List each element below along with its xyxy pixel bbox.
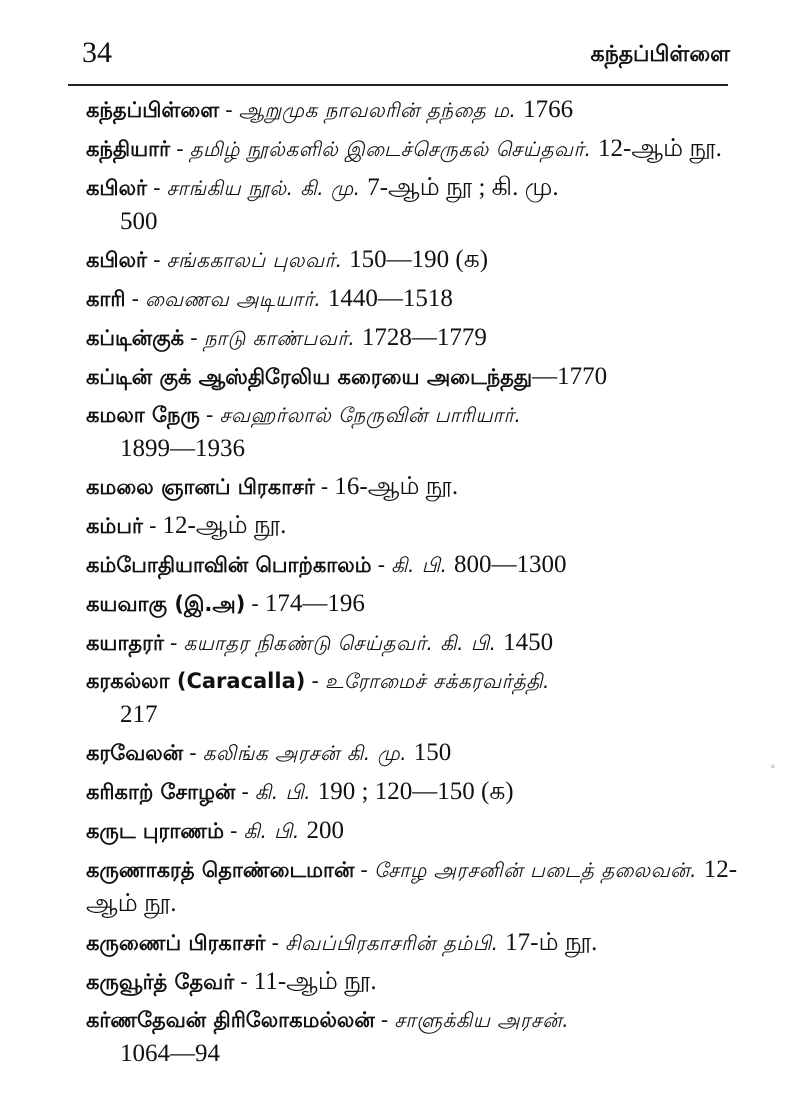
- entry: [86, 470, 746, 504]
- entry: [86, 853, 746, 921]
- header-rule: [68, 84, 728, 86]
- print-speck: ◦: [770, 762, 776, 773]
- entry-term: கரகல்லா (Caracalla): [86, 669, 306, 693]
- entry-continuation: 1064—94: [120, 1040, 220, 1067]
- entry-term: காரி: [86, 287, 126, 311]
- entry-separator: -: [271, 931, 280, 955]
- entry-separator: -: [148, 514, 157, 538]
- entry-continuation: 1899—1936: [120, 435, 245, 462]
- entry-date: 12-ஆம் நூ.: [86, 856, 738, 917]
- entry-separator: -: [380, 1008, 389, 1032]
- entry: [86, 93, 746, 127]
- entry-term: கந்தப்பிள்ளை: [86, 98, 220, 122]
- entry-date: 1728—1779: [361, 324, 487, 351]
- entry: [86, 965, 746, 999]
- entry-term: கயவாகு (இ.அ): [86, 592, 246, 616]
- entry-term: கருணாகரத் தொண்டைமான்: [86, 858, 355, 882]
- entry-term: கந்தியார்: [86, 137, 171, 161]
- entry: [86, 587, 746, 621]
- entry-separator: -: [153, 176, 161, 200]
- entry: [86, 736, 746, 770]
- entry-date: 12-ஆம் நூ.: [162, 512, 287, 539]
- entry-term: கரவேலன்: [86, 741, 184, 765]
- entry-separator: -: [169, 631, 178, 655]
- entry-description: சோழ அரசனின் படைத் தலைவன்.: [373, 858, 698, 882]
- entry-description: கி. பி.: [243, 819, 300, 843]
- entry: [86, 548, 746, 582]
- entry-separator: -: [153, 248, 161, 272]
- entry-date: 190 ; 120—150 (க): [317, 778, 514, 805]
- entry-term: கர்ணதேவன் திரிலோகமல்லன்: [86, 1008, 375, 1032]
- entry-date: 1440—1518: [327, 285, 453, 312]
- entry-description: தமிழ் நூல்களில் இடைச்செருகல் செய்தவர்.: [189, 137, 592, 161]
- entry: [86, 321, 746, 355]
- running-head: கந்தப்பிள்ளை: [590, 42, 730, 67]
- entry-term: கருணைப் பிரகாசர்: [86, 931, 266, 955]
- entry-continuation: 500: [120, 208, 158, 235]
- entry-term: கம்போதியாவின் பொற்காலம்: [86, 553, 372, 577]
- entry-term: கருட புராணம்: [86, 819, 224, 843]
- entry-separator: -: [230, 819, 238, 843]
- entry-term: கருவூர்த் தேவர்: [86, 970, 235, 994]
- entry-description: சாளுக்கிய அரசன்.: [394, 1008, 570, 1032]
- entry: [86, 775, 746, 809]
- entry-date: 1766: [523, 96, 574, 123]
- entry-separator: -: [377, 553, 386, 577]
- entry: [86, 926, 746, 960]
- entry-description: சிவப்பிரகாசரின் தம்பி.: [285, 931, 499, 955]
- entry-description: உரோமைச் சக்கரவர்த்தி.: [324, 669, 550, 693]
- entry-term: கம்பர்: [86, 514, 143, 538]
- entry: [86, 509, 746, 543]
- entry-separator: -: [190, 326, 198, 350]
- entry-term: கரிகாற் சோழன்: [86, 780, 236, 804]
- entry-separator: -: [251, 592, 259, 616]
- entry-date: 200: [306, 817, 344, 844]
- entry-separator: -: [176, 137, 184, 161]
- entry-description: சவஹர்லால் நேருவின் பாரியார்.: [219, 403, 522, 427]
- entry-description: வைணவ அடியார்.: [145, 287, 322, 311]
- entry-description: சாங்கிய நூல். கி. மு.: [166, 176, 361, 200]
- entry-term: கப்டின்குக்: [86, 326, 185, 350]
- entry: [86, 665, 746, 731]
- entry-separator: -: [225, 98, 233, 122]
- entry-description: நாடு காண்பவர்.: [203, 326, 356, 350]
- entry-date: 12-ஆம் நூ.: [598, 135, 722, 162]
- entry: [86, 282, 746, 316]
- entry-date: 7-ஆம் நூ ; கி. மு.: [367, 174, 559, 201]
- entry-date: 800—1300: [454, 551, 567, 578]
- entry-separator: -: [205, 403, 214, 427]
- entry-term: கபிலர்: [86, 176, 147, 200]
- entry-term: கமலா நேரு: [86, 403, 200, 427]
- entry: [86, 243, 746, 277]
- entry: [86, 360, 746, 394]
- entry-separator: -: [240, 970, 248, 994]
- entry-description: கி. பி.: [391, 553, 448, 577]
- entry: [86, 626, 746, 660]
- entry-date: 11-ஆம் நூ.: [253, 968, 377, 995]
- page-number: 34: [82, 36, 112, 69]
- entry-date: —1770: [532, 363, 608, 390]
- entry-date: 150—190 (க): [349, 246, 489, 273]
- entry-description: கயாதர நிகண்டு செய்தவர். கி. பி.: [183, 631, 497, 655]
- entry-separator: -: [320, 475, 329, 499]
- entry-description: ஆறுமுக நாவலரின் தந்தை ம.: [238, 98, 517, 122]
- entry-separator: -: [360, 858, 368, 882]
- entry: [86, 171, 746, 238]
- entry-separator: -: [189, 741, 197, 765]
- entry-separator: -: [131, 287, 140, 311]
- page-header: [60, 30, 730, 78]
- entry-date: 16-ஆம் நூ.: [334, 473, 459, 500]
- entry-description: கி. பி.: [254, 780, 312, 804]
- entry: [86, 814, 746, 848]
- entry: [86, 399, 746, 465]
- entry-description: கலிங்க அரசன் கி. மு.: [202, 741, 408, 765]
- entry-description: சங்ககாலப் புலவர்.: [166, 248, 343, 272]
- entry-list: [86, 93, 746, 1075]
- entry-date: 17-ம் நூ.: [505, 929, 598, 956]
- entry-date: 150: [413, 739, 452, 766]
- entry-continuation: 217: [120, 701, 158, 728]
- entry-term: கயாதரர்: [86, 631, 164, 655]
- entry-separator: -: [311, 669, 319, 693]
- entry-date: 174—196: [264, 590, 365, 617]
- entry-term: கமலை ஞானப் பிரகாசர்: [86, 475, 315, 499]
- entry: [86, 1004, 746, 1070]
- entry-date: 1450: [503, 629, 554, 656]
- entry-term: கபிலர்: [86, 248, 147, 272]
- entry: [86, 132, 746, 166]
- entry-separator: -: [241, 780, 249, 804]
- entry-term: கப்டின் குக் ஆஸ்திரேலிய கரையை அடைந்தது: [86, 365, 533, 389]
